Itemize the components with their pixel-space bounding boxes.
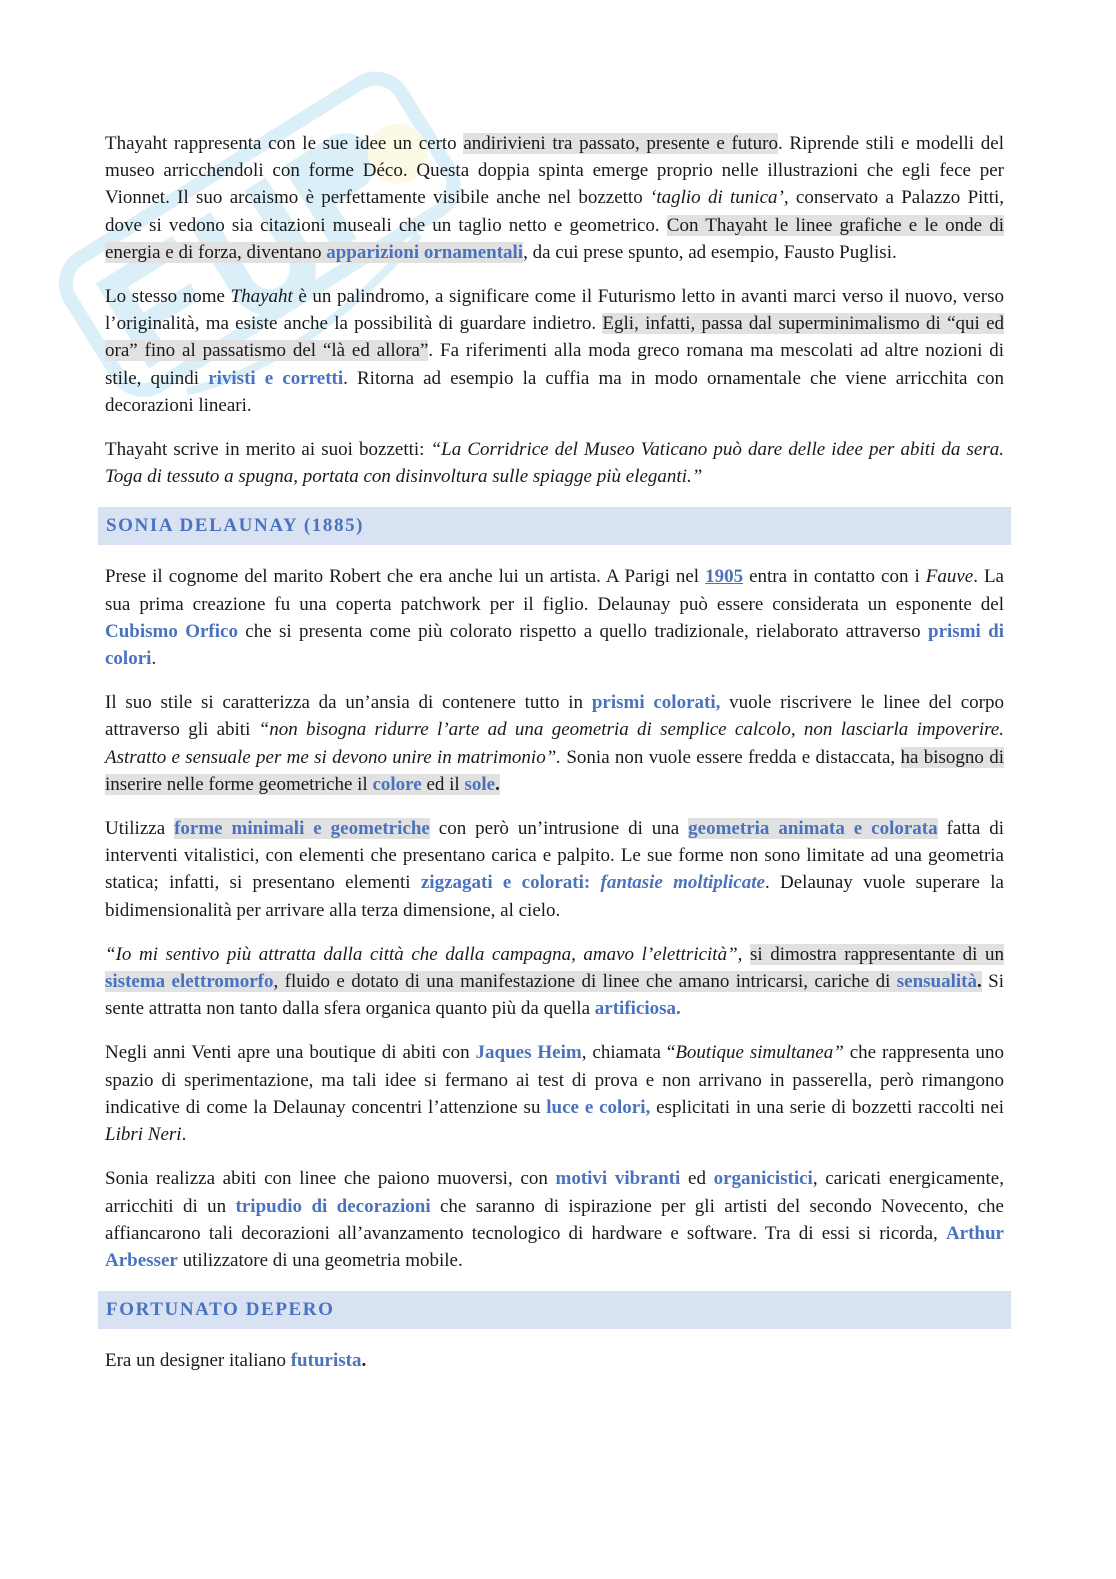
keyword: forme minimali e geometriche	[174, 818, 430, 840]
text-span: Il suo stile si caratterizza da un’ansia di contenere tutto in	[105, 692, 592, 714]
keyword: fantasie moltiplicate	[600, 872, 765, 894]
paragraph-delaunay-electricity	[105, 941, 1004, 1023]
highlighted-text: Egli, infatti, passa dal superminimalismo di “qui ed ora” fino al passatismo del “là ed allora”	[105, 313, 1005, 362]
paragraph-thayaht-quote	[105, 436, 1004, 490]
text-span: , caricati energicamente, arricchiti di un	[105, 1168, 1004, 1217]
keyword: artificiosa.	[594, 998, 681, 1020]
italic-text: Fauve	[925, 566, 974, 588]
italic-quote: “non bisogna ridurre l’arte ad una geometria di semplice calcolo, non lasciarla impoverire. Astratto e sensuale per me si devono unire in matrimonio”.	[105, 719, 1004, 768]
text-span: .	[495, 773, 500, 795]
italic-text: Boutique simultanea”	[675, 1042, 844, 1064]
text-span: ed	[680, 1168, 714, 1190]
text-span: che si presenta come più colorato rispetto a quello tradizionale, rielaborato attraverso	[237, 620, 929, 642]
keyword: sensualità	[896, 971, 977, 993]
text-span: Era un designer italiano	[105, 1350, 291, 1372]
text-span: che rappresenta uno spazio di sperimentazione, ma tali idee si fermano ai test di prova e non arrivano in passerella, però rimangono indicative di come la Delaunay concentri l’attenzione su	[105, 1042, 1004, 1118]
text-span: con però un’intrusione di una	[429, 818, 689, 840]
keyword: colore	[372, 773, 422, 795]
text-span: Si sente attratta non tanto dalla sfera organica quanto più da quella	[105, 971, 1004, 1020]
paragraph-delaunay-boutique	[105, 1039, 1004, 1148]
section-heading-fortunato-depero: FORTUNATO DEPERO	[98, 1291, 1011, 1329]
keyword: rivisti e corretti	[208, 367, 344, 389]
keyword: sole	[464, 773, 496, 795]
text-span: Thayaht scrive in merito ai suoi bozzetti:	[105, 439, 431, 461]
text-span: . Riprende stili e modelli del museo arricchendoli con forme Déco. Questa doppia spinta emerge proprio nelle illustrazioni che egli fece per Vionnet. Il suo arcaismo è perfettamente visibile anche nel bozzetto	[105, 133, 1004, 209]
keyword: Arthur Arbesser	[105, 1222, 1004, 1271]
italic-text: ‘taglio di tunica’,	[650, 187, 789, 209]
paragraph-delaunay-legacy	[105, 1165, 1004, 1274]
text-span: Thayaht rappresenta con le sue idee un certo	[105, 133, 464, 154]
text-span	[742, 944, 750, 965]
text-span: che saranno di ispirazione per gli artisti del secondo Novecento, che affiancarono tali decorazioni all’avanzamento tecnologico di hardware e software. Tra di essi si ricorda,	[105, 1195, 1004, 1244]
keyword: Jaques Heim	[475, 1042, 582, 1064]
text-span: utilizzatore di una geometria mobile.	[177, 1249, 463, 1271]
text-span: conservato a Palazzo Pitti, dove si vedono sia citazioni museali che un taglio netto e geometrico.	[105, 187, 1005, 236]
keyword: geometria animata e colorata	[688, 818, 938, 840]
text-span: :	[583, 872, 601, 894]
text-span: Prese il cognome del marito Robert che era anche lui un artista. A Parigi nel	[105, 566, 706, 588]
text-span: fatta di interventi vitalistici, con elementi che presentano carica e palpito. Le sue forme non sono limitate ad una geometria statica; infatti, si presentano elementi	[105, 818, 1005, 894]
keyword: motivi vibranti	[555, 1168, 681, 1190]
keyword: futurista	[290, 1350, 362, 1372]
text-span: .	[977, 971, 982, 993]
document-page	[105, 130, 1004, 1391]
keyword: prismi di colori	[105, 620, 1004, 670]
text-span: entra in contatto con i	[743, 566, 926, 588]
text-span: si dimostra rappresentante di un	[749, 943, 1004, 965]
keyword: sistema elettromorfo	[105, 971, 274, 993]
highlighted-text: andirivieni tra passato, presente e futuro	[463, 133, 778, 154]
paragraph-thayaht-ideas	[105, 130, 1004, 266]
year-link: 1905	[705, 566, 744, 588]
text-span: Sonia realizza abiti con linee che paiono muoversi, con	[105, 1168, 556, 1190]
keyword: Cubismo Orfico	[105, 620, 238, 642]
keyword: luce e colori,	[546, 1096, 651, 1118]
section-heading-sonia-delaunay: SONIA DELAUNAY (1885)	[98, 507, 1011, 545]
text-span: ed il	[421, 773, 465, 795]
text-span: è un palindromo, a significare come il Futurismo letto in avanti marci verso il nuovo, verso l’originalità, ma esiste anche la possibilità di guardare indietro.	[105, 286, 1004, 335]
paragraph-thayaht-name	[105, 283, 1004, 419]
text-span: Utilizza	[105, 818, 175, 840]
text-span: , da cui prese spunto, ad esempio, Fausto Puglisi.	[523, 241, 897, 263]
keyword: organicistici	[713, 1168, 813, 1190]
keyword: apparizioni ornamentali	[326, 241, 524, 263]
italic-text: Thayaht	[230, 286, 293, 308]
text-span: esplicitati in una serie di bozzetti raccolti nei	[650, 1096, 1004, 1118]
italic-quote: “Io mi sentivo più attratta dalla città che dalla campagna, amavo l’elettricità”,	[105, 943, 743, 965]
text-span: Lo stesso nome	[105, 286, 231, 308]
keyword: zigzagati e colorati	[420, 872, 584, 894]
text-span: vuole riscrivere le linee del corpo attraverso gli abiti	[105, 692, 1005, 741]
keyword: prismi colorati,	[591, 692, 721, 714]
text-span: , fluido e dotato di una manifestazione di linee che amano intricarsi, cariche di	[273, 971, 897, 993]
text-span: .	[151, 648, 157, 670]
text-span: Sonia non vuole essere fredda e distaccata,	[561, 746, 901, 768]
text-span: . La sua prima creazione fu una coperta patchwork per il figlio. Delaunay può essere considerata un esponente del	[105, 566, 1004, 615]
paragraph-depero-intro	[105, 1347, 1004, 1374]
text-span: ha bisogno di inserire nelle forme geometriche il	[105, 746, 1004, 795]
paragraph-delaunay-intro	[105, 563, 1004, 672]
italic-quote: “La Corridrice del Museo Vaticano può dare delle idee per abiti da sera. Toga di tessuto a spugna, portata con disinvoltura sulle spiagge più eleganti.”	[105, 439, 1004, 488]
text-span: Con Thayaht le linee grafiche e le onde di energia e di forza, diventano	[105, 214, 1004, 263]
paragraph-delaunay-style	[105, 689, 1004, 798]
text-span: Negli anni Venti apre una boutique di abiti con	[105, 1042, 476, 1064]
text-span: . Delaunay vuole superare la bidimensionalità per arrivare alla terza dimensione, al cielo.	[105, 872, 1004, 921]
keyword: tripudio di decorazioni	[235, 1195, 431, 1217]
italic-text: Libri Neri	[105, 1124, 182, 1146]
text-span: , chiamata “	[581, 1042, 676, 1064]
text-span: . Fa riferimenti alla moda greco romana ma mescolati ad altre nozioni di stile, quindi	[105, 340, 1004, 389]
text-span: .	[181, 1124, 187, 1146]
text-span: . Ritorna ad esempio la cuffia ma in modo ornamentale che viene arricchita con decorazioni lineari.	[105, 367, 1004, 416]
text-span: .	[361, 1350, 367, 1372]
paragraph-delaunay-forms	[105, 815, 1004, 924]
